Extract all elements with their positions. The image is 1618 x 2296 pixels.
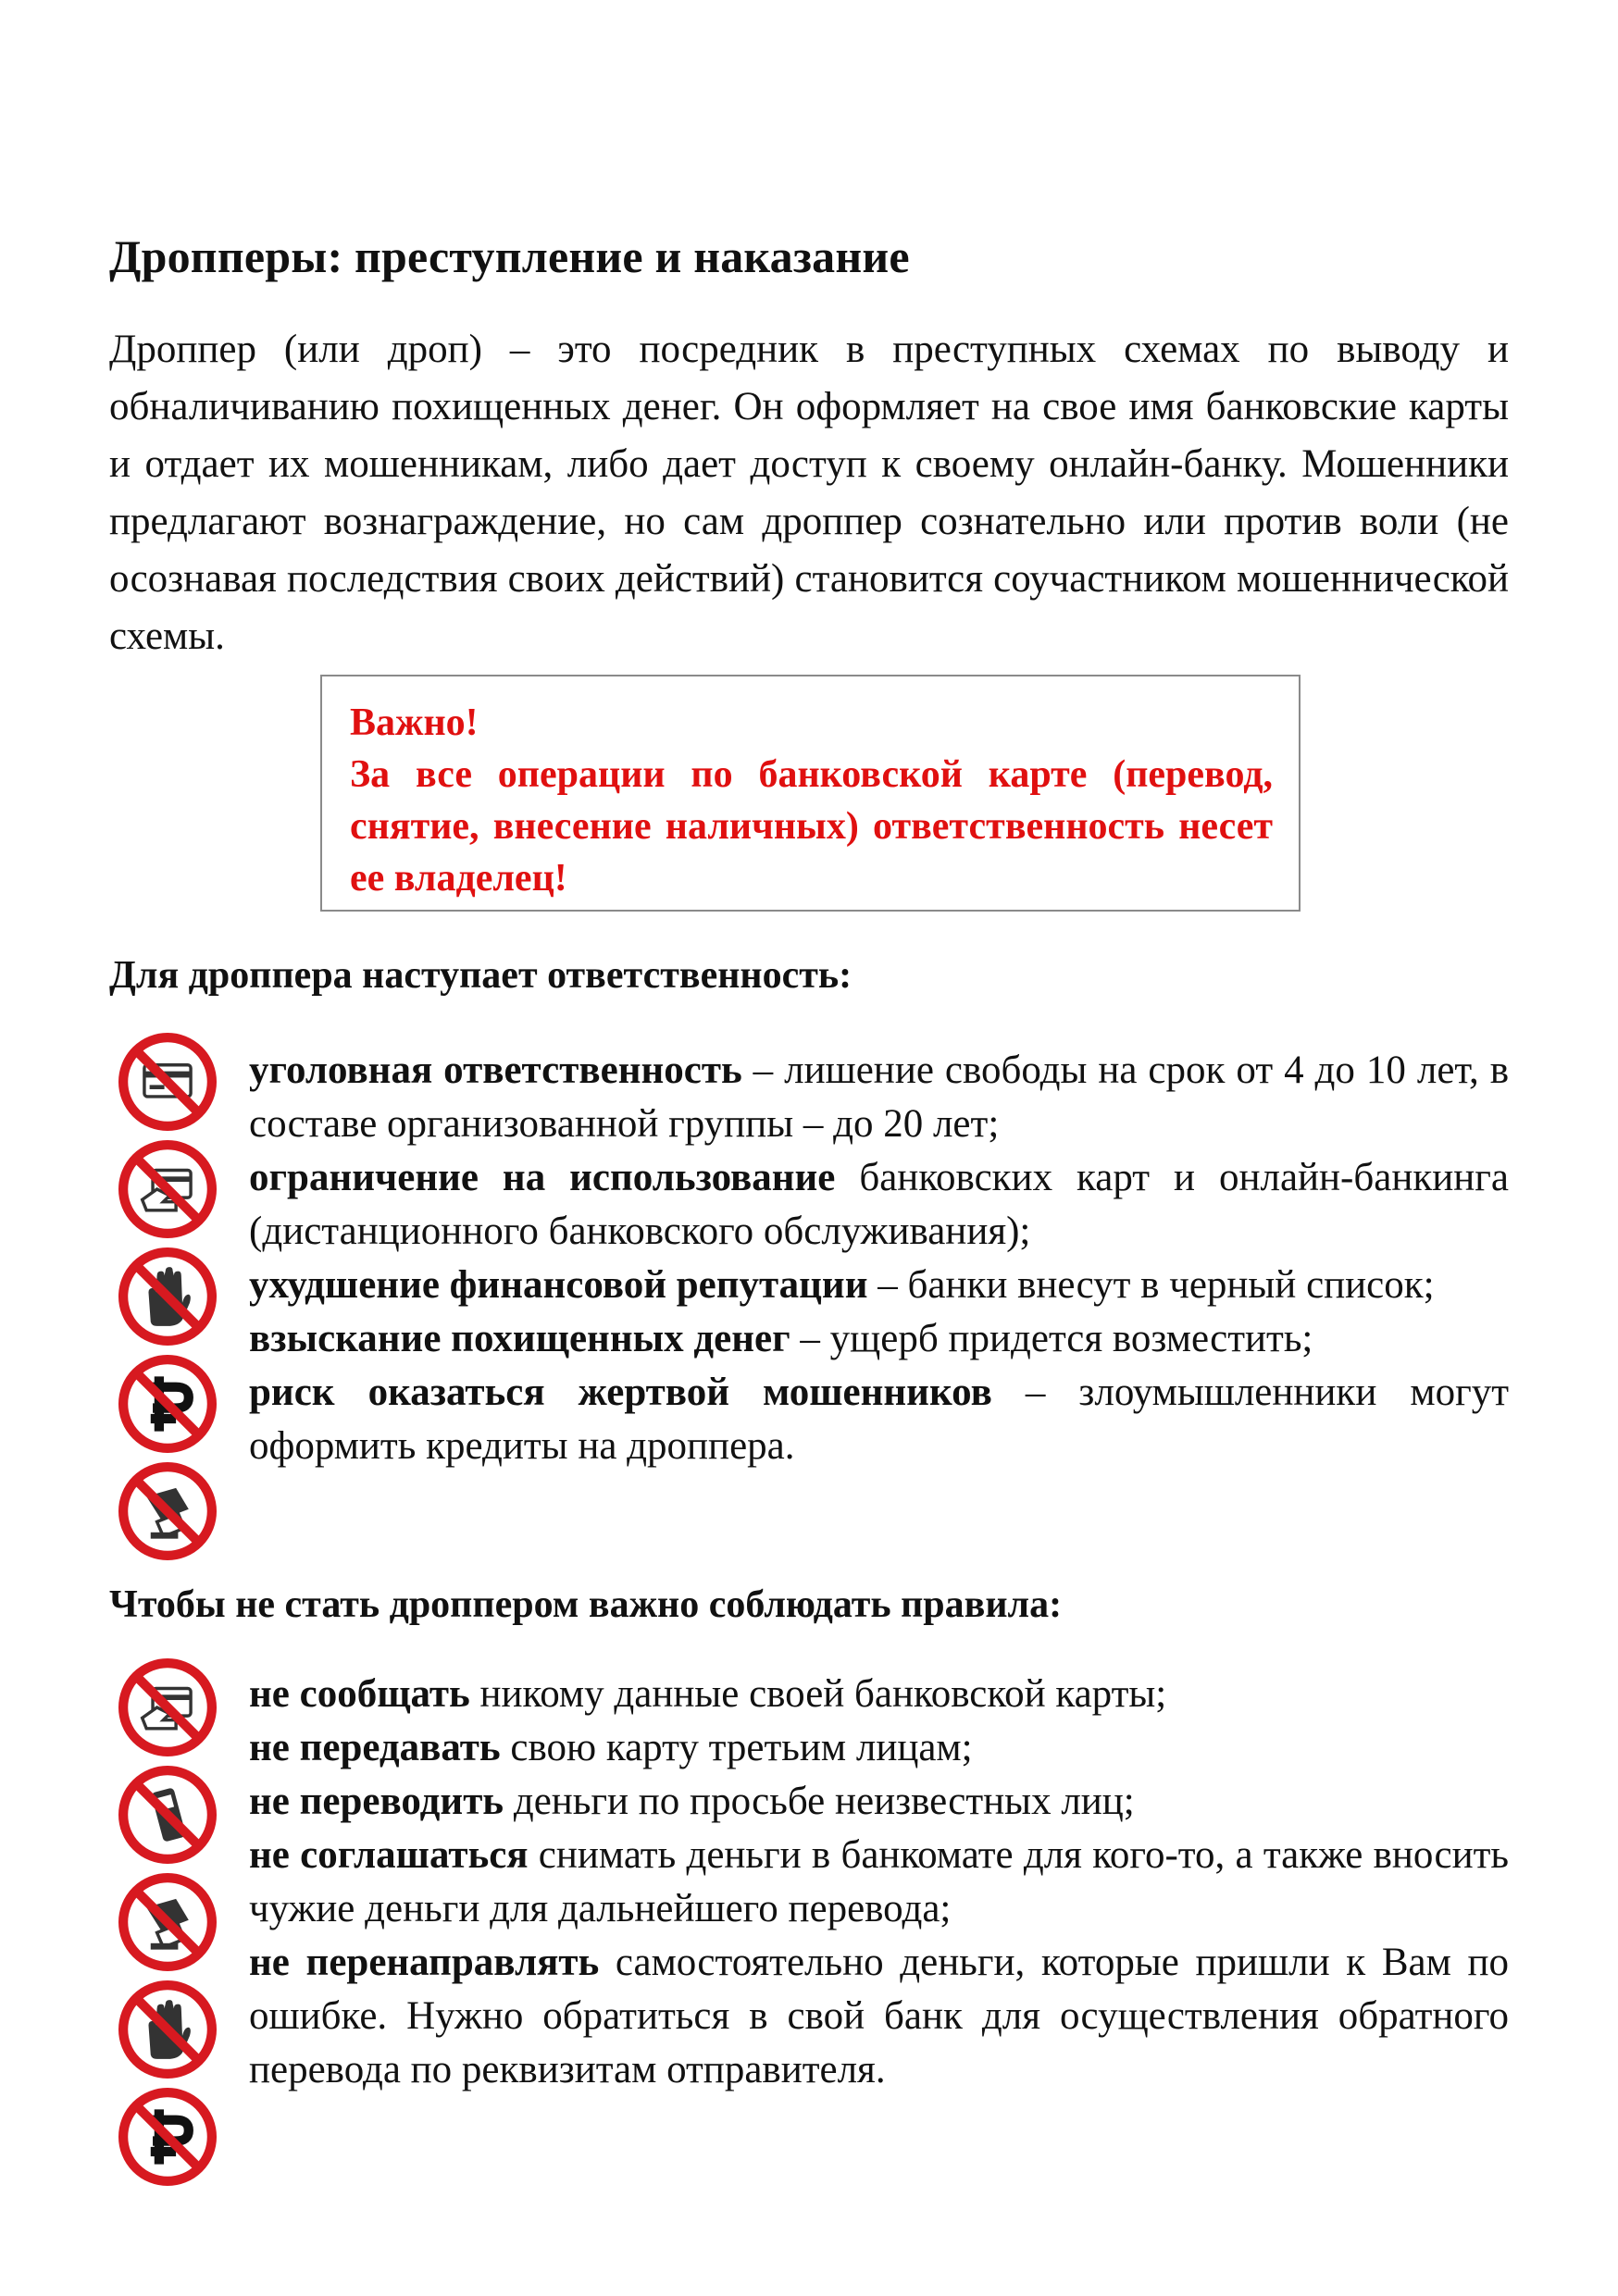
no-phone-icon <box>115 1762 220 1868</box>
list-item: не переводить деньги по просьбе неизвестных лиц; <box>249 1780 1135 1823</box>
list-item: ухудшение финансовой репутации – банки внесут в черный список; <box>249 1263 1435 1307</box>
stop-hand-icon <box>115 1977 220 2082</box>
no-ruble-icon <box>115 1351 220 1457</box>
responsibility-list <box>249 1044 1509 1473</box>
responsibility-icons <box>115 1029 220 1566</box>
list-item: ограничение на использование банковских карт и онлайн-банкинга (дистанционного банковского обслуживания); <box>249 1156 1509 1253</box>
important-notice-box <box>320 675 1301 912</box>
list-item: не соглашаться снимать деньги в банкомате для кого-то, а также вносить чужие деньги для дальнейшего перевода; <box>249 1833 1509 1930</box>
no-ruble-icon <box>115 2084 220 2190</box>
list-item: взыскание похищенных денег – ущерб придется возместить; <box>249 1317 1313 1360</box>
rules-list <box>249 1668 1509 2097</box>
notice-title: Важно! <box>350 701 479 744</box>
stop-hand-icon <box>115 1244 220 1349</box>
responsibility-heading: Для дроппера наступает ответственность: <box>109 954 853 997</box>
list-item: риск оказаться жертвой мошенников – злоумышленники могут оформить кредиты на дроппера. <box>249 1371 1510 1468</box>
list-item: не сообщать никому данные своей банковской карты; <box>249 1672 1167 1716</box>
no-card-hand-icon <box>115 1136 220 1242</box>
list-item: уголовная ответственность – лишение свободы на срок от 4 до 10 лет, в составе организованной группы – до 20 лет; <box>249 1049 1509 1146</box>
no-card-icon <box>115 1029 220 1135</box>
no-cash-hand-icon <box>115 1458 220 1564</box>
no-card-hand-icon <box>115 1655 220 1760</box>
rules-icons <box>115 1655 220 2191</box>
notice-body: За все операции по банковской карте (перевод, снятие, внесение наличных) ответственность несет ее владелец! <box>350 753 1273 900</box>
rules-heading: Чтобы не стать дроппером важно соблюдать правила: <box>109 1583 1063 1626</box>
list-item: не передавать свою карту третьим лицам; <box>249 1726 973 1769</box>
page-title: Дропперы: преступление и наказание <box>109 230 910 282</box>
intro-paragraph: Дроппер (или дроп) – это посредник в преступных схемах по выводу и обналичиванию похищенных денег. Он оформляет на свое имя банковские карты и отдает их мошенникам, либо дает доступ к своему онлайн-банку. Мошенники предлагают вознаграждение, но сам дроппер сознательно или против воли (не осознавая последствия своих действий) становится соучастником мошеннической схемы. <box>109 328 1509 658</box>
no-cash-hand-icon <box>115 1869 220 1975</box>
list-item: не перенаправлять самостоятельно деньги, которые пришли к Вам по ошибке. Нужно обратиться в свой банк для осуществления обратного перевода по реквизитам отправителя. <box>249 1941 1510 2091</box>
